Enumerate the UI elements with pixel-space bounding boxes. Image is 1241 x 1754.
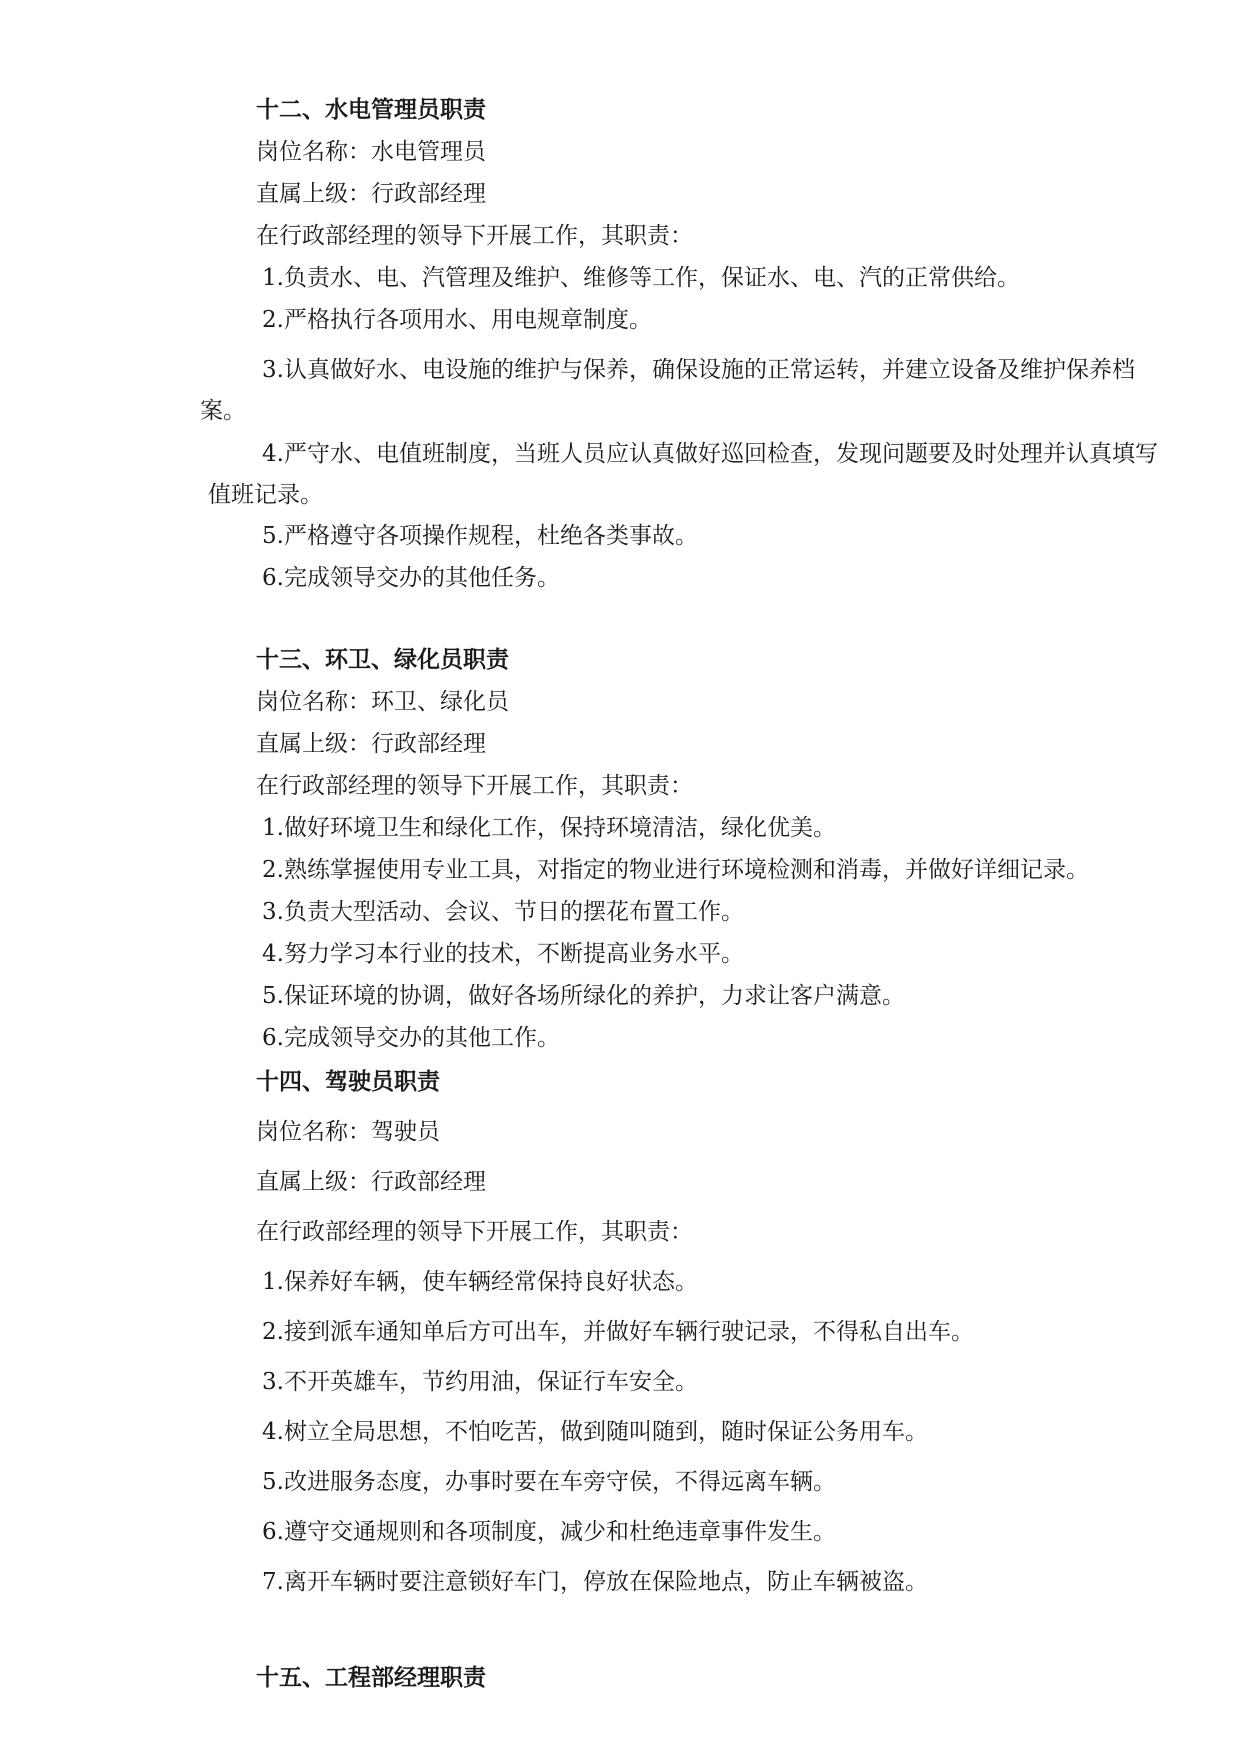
section-12-item-4: 4.严守水、电值班制度，当班人员应认真做好巡回检查，发现问题要及时处理并认真填写值班记录。 [208, 441, 1158, 508]
section-12-superior: 直属上级：行政部经理 [256, 181, 486, 207]
section-14-title: 十四、驾驶员职责 [256, 1069, 440, 1095]
section-14-item-1: 1.保养好车辆，使车辆经常保持良好状态。 [262, 1269, 698, 1295]
section-12-item-1: 1.负责水、电、汽管理及维护、维修等工作，保证水、电、汽的正常供给。 [262, 265, 1020, 291]
section-13-title: 十三、环卫、绿化员职责 [256, 647, 509, 673]
section-14-item-7: 7.离开车辆时要注意锁好车门，停放在保险地点，防止车辆被盗。 [262, 1569, 928, 1595]
section-12-item-3: 3.认真做好水、电设施的维护与保养，确保设施的正常运转，并建立设备及维护保养档案。 [200, 357, 1135, 424]
section-12-title: 十二、水电管理员职责 [256, 97, 486, 123]
section-13-item-2: 2.熟练掌握使用专业工具，对指定的物业进行环境检测和消毒，并做好详细记录。 [262, 857, 1089, 883]
section-14-superior: 直属上级：行政部经理 [256, 1169, 486, 1195]
section-14-post-name: 岗位名称：驾驶员 [256, 1119, 440, 1145]
section-13-item-1: 1.做好环境卫生和绿化工作，保持环境清洁，绿化优美。 [262, 815, 836, 841]
section-12-post-name: 岗位名称：水电管理员 [256, 139, 486, 165]
section-13-item-5: 5.保证环境的协调，做好各场所绿化的养护，力求让客户满意。 [262, 983, 905, 1009]
section-13-item-4: 4.努力学习本行业的技术，不断提高业务水平。 [262, 941, 744, 967]
section-12-item-6: 6.完成领导交办的其他任务。 [262, 565, 560, 591]
section-13-superior: 直属上级：行政部经理 [256, 731, 486, 757]
section-14-item-3: 3.不开英雄车，节约用油，保证行车安全。 [262, 1369, 698, 1395]
section-14-item-4: 4.树立全局思想，不怕吃苦，做到随叫随到，随时保证公务用车。 [262, 1419, 928, 1445]
section-12-intro: 在行政部经理的领导下开展工作，其职责： [256, 223, 693, 249]
section-13-post-name: 岗位名称：环卫、绿化员 [256, 689, 509, 715]
section-14-item-6: 6.遵守交通规则和各项制度，减少和杜绝违章事件发生。 [262, 1519, 836, 1545]
section-14-intro: 在行政部经理的领导下开展工作，其职责： [256, 1219, 693, 1245]
section-13-intro: 在行政部经理的领导下开展工作，其职责： [256, 773, 693, 799]
section-14-item-5: 5.改进服务态度，办事时要在车旁守侯，不得远离车辆。 [262, 1469, 836, 1495]
section-12-item-2: 2.严格执行各项用水、用电规章制度。 [262, 307, 652, 333]
section-14-item-2: 2.接到派车通知单后方可出车，并做好车辆行驶记录，不得私自出车。 [262, 1319, 974, 1345]
section-15-title: 十五、工程部经理职责 [256, 1665, 486, 1691]
section-13-item-6: 6.完成领导交办的其他工作。 [262, 1025, 560, 1051]
section-12-item-5: 5.严格遵守各项操作规程，杜绝各类事故。 [262, 523, 698, 549]
section-13-item-3: 3.负责大型活动、会议、节日的摆花布置工作。 [262, 899, 744, 925]
